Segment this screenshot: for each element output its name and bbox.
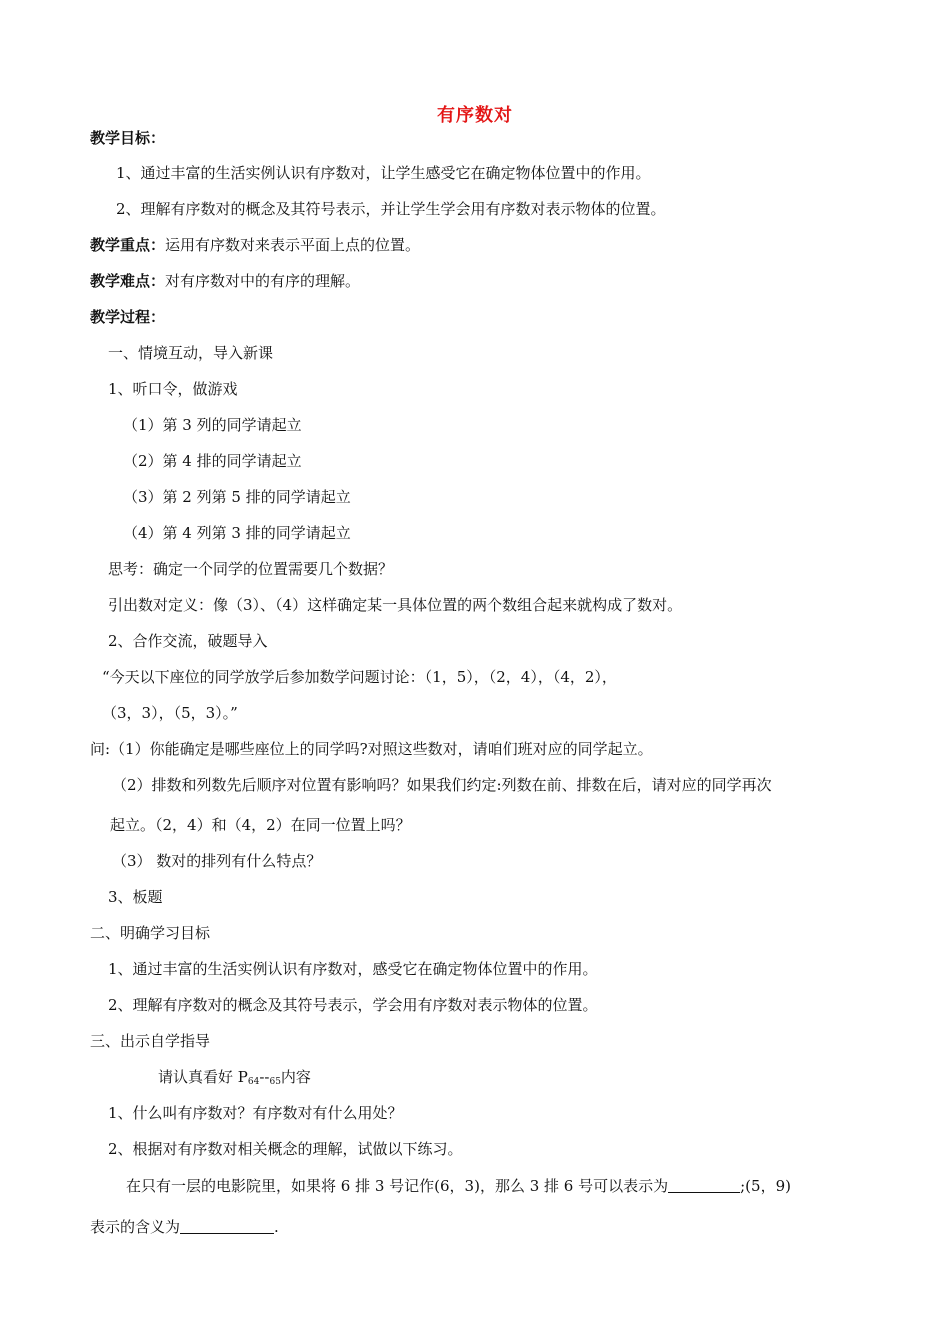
command-item-2: （2）第 4 排的同学请起立 [123,452,302,470]
exercise-text-2: 表示的含义为 [90,1218,181,1236]
exercise-line-1 [126,1176,791,1196]
exercise-end: . [274,1218,279,1236]
exercise-text-1: 在只有一层的电影院里，如果将 6 排 3 号记作(6，3)，那么 3 排 6 号可以表示为 [126,1177,669,1195]
guide-question-2: 2、根据对有序数对相关概念的理解，试做以下练习。 [108,1140,463,1158]
objective-item-1: 1、通过丰富的生活实例认识有序数对，让学生感受它在确定物体位置中的作用。 [116,164,651,182]
difficulty-text: 对有序数对中的有序的理解。 [165,272,361,290]
process-step-2: 2、合作交流，破题导入 [108,632,268,650]
section-2-heading: 二、明确学习目标 [90,924,211,942]
quote-line-2: （3，3），（5，3）。” [102,704,238,722]
question-2-line-1: （2）排数和列数先后顺序对位置有影响吗？如果我们约定:列数在前、排数在后，请对应的同学再次 [112,776,772,794]
exercise-text-mid: ;(5，9) [740,1177,791,1195]
reading-prefix: 请认真看好 P [158,1068,248,1086]
guide-question-1: 1、什么叫有序数对？有序数对有什么用处？ [108,1104,403,1122]
process-section-1: 一、情境互动，导入新课 [108,344,274,362]
exercise-line-2 [90,1217,279,1237]
question-1: 问:（1）你能确定是哪些座位上的同学吗?对照这些数对，请咱们班对应的同学起立。 [90,740,653,758]
question-3: （3） 数对的排列有什么特点？ [112,852,322,870]
key-point-text: 运用有序数对来表示平面上点的位置。 [165,236,421,254]
question-2-line-2: 起立。（2，4）和（4，2）在同一位置上吗？ [110,816,411,834]
section-3-heading: 三、出示自学指导 [90,1032,211,1050]
reading-separator: -- [259,1068,270,1086]
section-2-item-1: 1、通过丰富的生活实例认识有序数对，感受它在确定物体位置中的作用。 [108,960,598,978]
section-2-item-2: 2、理解有序数对的概念及其符号表示，学会用有序数对表示物体的位置。 [108,996,598,1014]
command-item-1: （1）第 3 列的同学请起立 [123,416,302,434]
command-item-3: （3）第 2 列第 5 排的同学请起立 [123,488,351,506]
process-step-1: 1、听口令，做游戏 [108,380,238,398]
reading-suffix: 内容 [280,1068,311,1086]
reading-page-end: 65 [269,1077,281,1087]
difficulty [90,271,360,291]
key-point [90,235,420,255]
quote-line-1: “今天以下座位的同学放学后参加数学问题讨论：（1，5），（2，4），（4，2）， [102,668,617,686]
command-item-4: （4）第 4 列第 3 排的同学请起立 [123,524,351,542]
answer-blank-2[interactable] [180,1219,274,1234]
objectives-heading: 教学目标： [90,129,166,147]
answer-blank-1[interactable] [668,1178,740,1193]
process-heading: 教学过程： [90,308,166,326]
key-point-label: 教学重点： [90,236,166,254]
reading-instruction [158,1067,311,1092]
difficulty-label: 教学难点： [90,272,166,290]
process-step-3: 3、板题 [108,888,163,906]
reading-page-start: 64 [247,1077,260,1087]
definition-text: 引出数对定义：像（3）、（4）这样确定某一具体位置的两个数组合起来就构成了数对。 [108,596,683,614]
page-title: 有序数对 [437,105,513,126]
think-question: 思考：确定一个同学的位置需要几个数据？ [108,560,394,578]
objective-item-2: 2、理解有序数对的概念及其符号表示，并让学生学会用有序数对表示物体的位置。 [116,200,666,218]
